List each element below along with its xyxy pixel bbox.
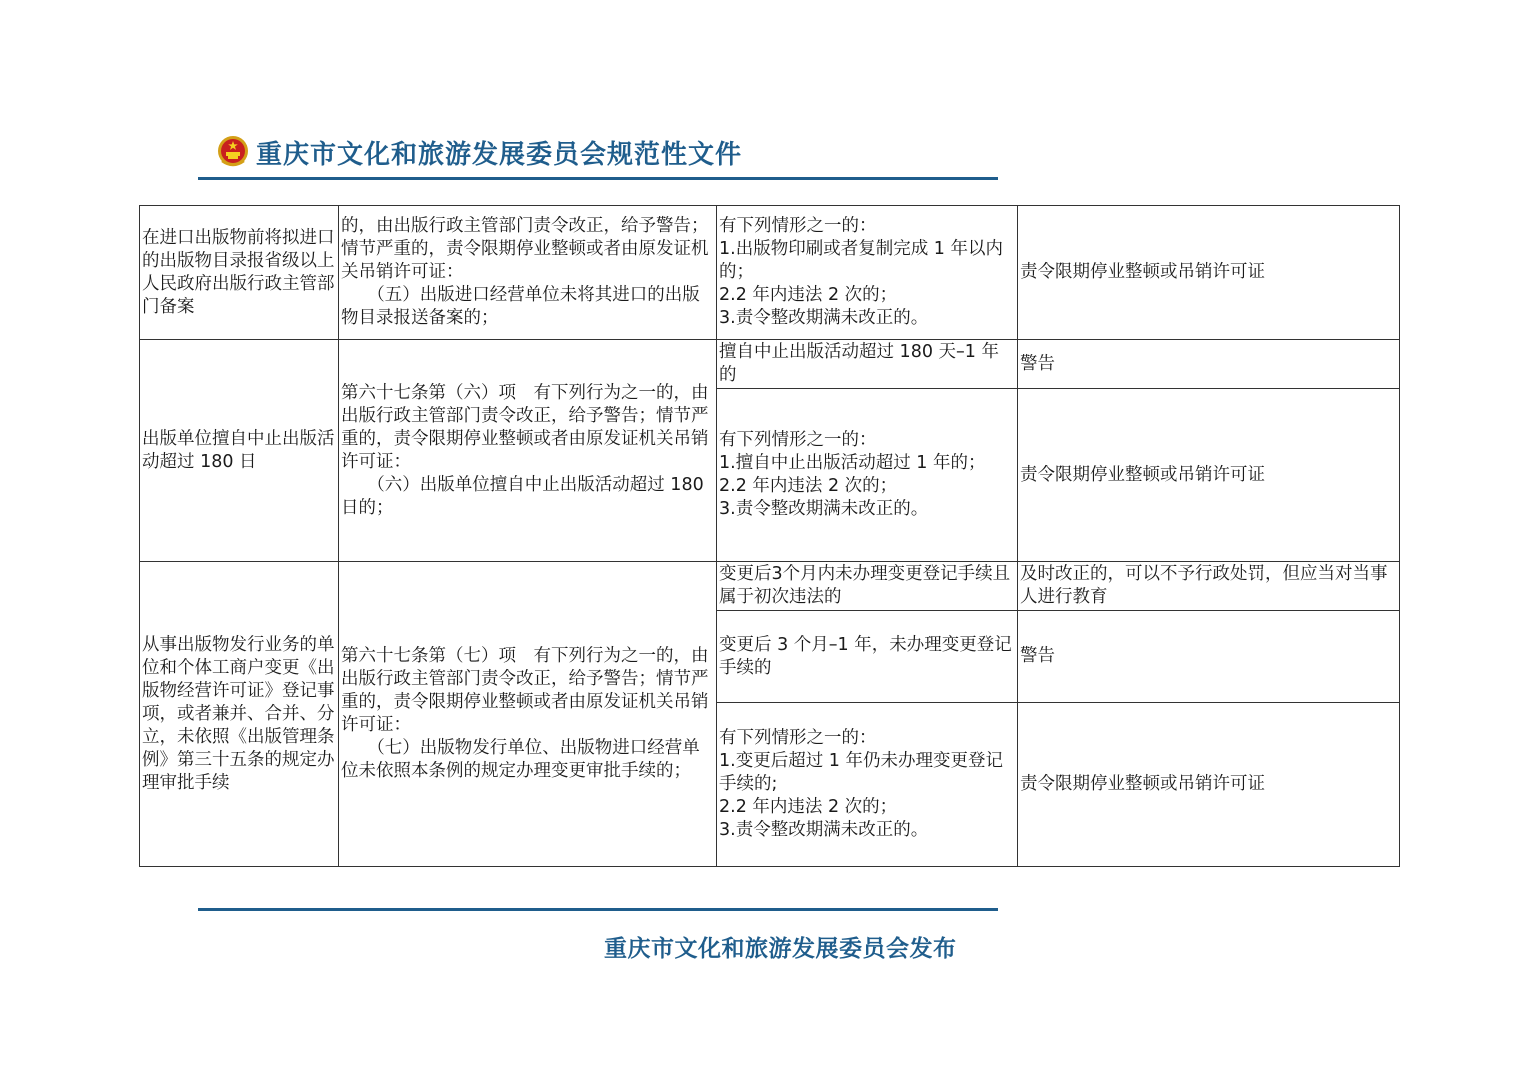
table-row bbox=[140, 206, 1400, 340]
circumstance-cell: 有下列情形之一的： 1.擅自中止出版活动超过 1 年的； 2.2 年内违法 2 次的； 3.责令整改期满未改正的。 bbox=[717, 389, 1018, 562]
penalty-table bbox=[139, 205, 1400, 867]
footer-title: 重庆市文化和旅游发展委员会发布 bbox=[604, 935, 957, 962]
circumstance-cell: 变更后 3 个月–1 年，未办理变更登记手续的 bbox=[717, 611, 1018, 703]
penalty-cell: 警告 bbox=[1018, 340, 1400, 389]
document-header bbox=[216, 130, 742, 174]
penalty-cell: 责令限期停业整顿或吊销许可证 bbox=[1018, 389, 1400, 562]
circumstance-cell: 有下列情形之一的： 1.出版物印刷或者复制完成 1 年以内的； 2.2 年内违法 2 次的； 3.责令整改期满未改正的。 bbox=[717, 206, 1018, 340]
footer-rule bbox=[198, 908, 998, 911]
legal-basis-cell: 第六十七条第（六）项 有下列行为之一的，由出版行政主管部门责令改正，给予警告；情节严重的，责令限期停业整顿或者由原发证机关吊销许可证： （六）出版单位擅自中止出版活动超过 180 日的； bbox=[339, 340, 717, 562]
header-rule bbox=[198, 177, 998, 180]
national-emblem-icon bbox=[216, 135, 250, 169]
violation-cell: 出版单位擅自中止出版活动超过 180 日 bbox=[140, 340, 339, 562]
table-row bbox=[140, 340, 1400, 389]
header-title: 重庆市文化和旅游发展委员会规范性文件 bbox=[256, 139, 743, 170]
penalty-cell: 及时改正的，可以不予行政处罚，但应当对当事人进行教育 bbox=[1018, 562, 1400, 611]
table-row bbox=[140, 562, 1400, 611]
legal-basis-cell: 第六十七条第（七）项 有下列行为之一的，由出版行政主管部门责令改正，给予警告；情节严重的，责令限期停业整顿或者由原发证机关吊销许可证： （七）出版物发行单位、出版物进口经营单位未依照本条例的规定办理变更审批手续的； bbox=[339, 562, 717, 867]
circumstance-cell: 变更后3个月内未办理变更登记手续且属于初次违法的 bbox=[717, 562, 1018, 611]
violation-cell: 从事出版物发行业务的单位和个体工商户变更《出版物经营许可证》登记事项，或者兼并、合并、分立，未依照《出版管理条例》第三十五条的规定办理审批手续 bbox=[140, 562, 339, 867]
violation-cell: 在进口出版物前将拟进口的出版物目录报省级以上人民政府出版行政主管部门备案 bbox=[140, 206, 339, 340]
circumstance-cell: 有下列情形之一的： 1.变更后超过 1 年仍未办理变更登记手续的; 2.2 年内违法 2 次的； 3.责令整改期满未改正的。 bbox=[717, 703, 1018, 867]
circumstance-cell: 擅自中止出版活动超过 180 天–1 年的 bbox=[717, 340, 1018, 389]
penalty-cell: 责令限期停业整顿或吊销许可证 bbox=[1018, 206, 1400, 340]
penalty-cell: 责令限期停业整顿或吊销许可证 bbox=[1018, 703, 1400, 867]
legal-basis-cell: 的，由出版行政主管部门责令改正，给予警告；情节严重的，责令限期停业整顿或者由原发证机关吊销许可证： （五）出版进口经营单位未将其进口的出版物目录报送备案的； bbox=[339, 206, 717, 340]
penalty-cell: 警告 bbox=[1018, 611, 1400, 703]
